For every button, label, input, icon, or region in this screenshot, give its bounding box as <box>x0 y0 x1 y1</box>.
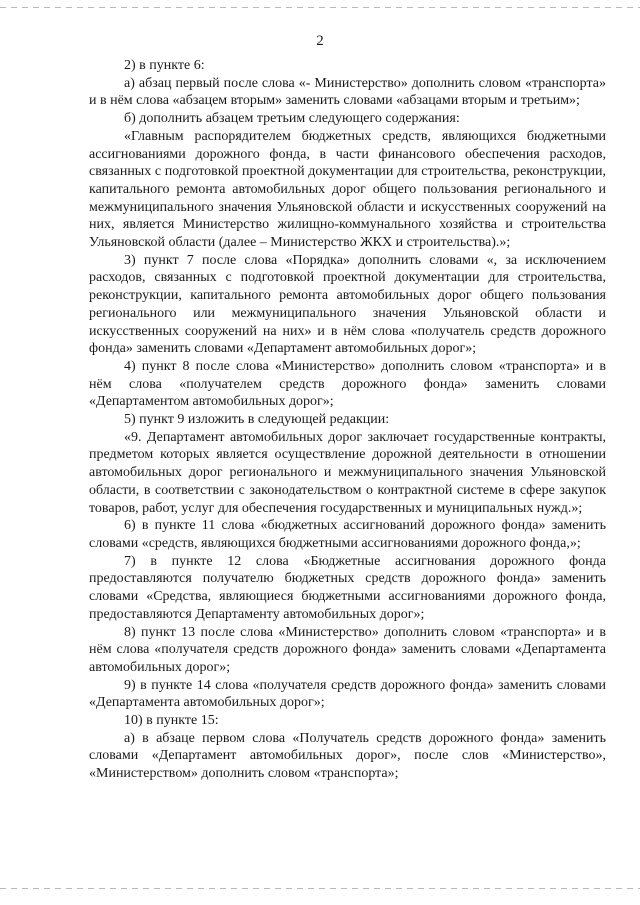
page-number: 2 <box>316 33 324 49</box>
paragraph-11: 8) пункт 13 после слова «Министерство» дополнить словом «транспорта» и в нём слова «получателя средств дорожного фонда» заменить словами «Департамента автомобильных дорог»; <box>89 624 606 675</box>
paragraph-12: 9) в пункте 14 слова «получателя средств дорожного фонда» заменить словами «Департамента автомобильных дорог»; <box>89 677 606 711</box>
paragraph-1: 2) в пункте 6: <box>124 58 205 73</box>
document-body <box>89 57 606 783</box>
bottom-edge-line <box>0 888 640 889</box>
paragraph-14: а) в абзаце первом слова «Получатель средств дорожного фонда» заменить словами «Департамент автомобильных дорог», после слов «Министерство», «Министерством» дополнить словом «транспорта»; <box>89 730 606 782</box>
paragraph-10: 7) в пункте 12 слова «Бюджетные ассигнования дорожного фонда предоставляются получателю бюджетных средств дорожного фонда» заменить словами «Средства, являющиеся бюджетными ассигнованиями дорожного фонда, предоставляются Департаменту автомобильных дорог»; <box>89 553 606 622</box>
paragraph-8: «9. Департамент автомобильных дорог заключает государственные контракты, предметом которых является осуществление дорожной деятельности в отношении автомобильных дорог регионального и межмуниципального значения Ульяновской области, в соответствии с законодательством о контрактной системе в сфере закупок товаров, работ, услуг для обеспечения государственных и муниципальных нужд.»; <box>89 429 606 516</box>
paragraph-6: 4) пункт 8 после слова «Министерство» дополнить словом «транспорта» и в нём слова «получателем средств дорожного фонда» заменить словами «Департаментом автомобильных дорог»; <box>89 358 606 410</box>
paragraph-13: 10) в пункте 15: <box>124 713 219 729</box>
paragraph-9: 6) в пункте 11 слова «бюджетных ассигнований дорожного фонда» заменить словами «средств, являющихся бюджетными ассигнованиями дорожного фонда,»; <box>89 518 606 551</box>
top-edge-line <box>0 7 640 8</box>
paragraph-7: 5) пункт 9 изложить в следующей редакции: <box>124 412 390 428</box>
paragraph-3: б) дополнить абзацем третьим следующего содержания: <box>124 111 460 127</box>
paragraph-5: 3) пункт 7 после слова «Порядка» дополнить словами «, за исключением расходов, связанных с подготовкой проектной документации для строительства, реконструкции, капитального ремонта автомобильных дорог общего пользования регионального или межмуниципального значения Ульяновской области и искусственных сооружений на них» и в нём слова «получатель средств дорожного фонда» заменить словами «Департамент автомобильных дорог»; <box>89 252 606 357</box>
paragraph-4: «Главным распорядителем бюджетных средств, являющихся бюджетными ассигнованиями дорожного фонда, в части финансового обеспечения расходов, связанных с подготовкой проектной документации для строительства, реконструкции, капитального ремонта автомобильных дорог общего пользования регионального и межмуниципального значения Ульяновской области и искусственных сооружений на них, является Министерство жилищно-коммунального хозяйства и строительства Ульяновской области (далее – Министерство ЖКХ и строительства).»; <box>89 128 606 251</box>
paragraph-2: а) абзац первый после слова «- Министерство» дополнить словом «транспорта» и в нём слова «абзацем вторым» заменить словами «абзацами вторым и третьим»; <box>89 75 606 109</box>
